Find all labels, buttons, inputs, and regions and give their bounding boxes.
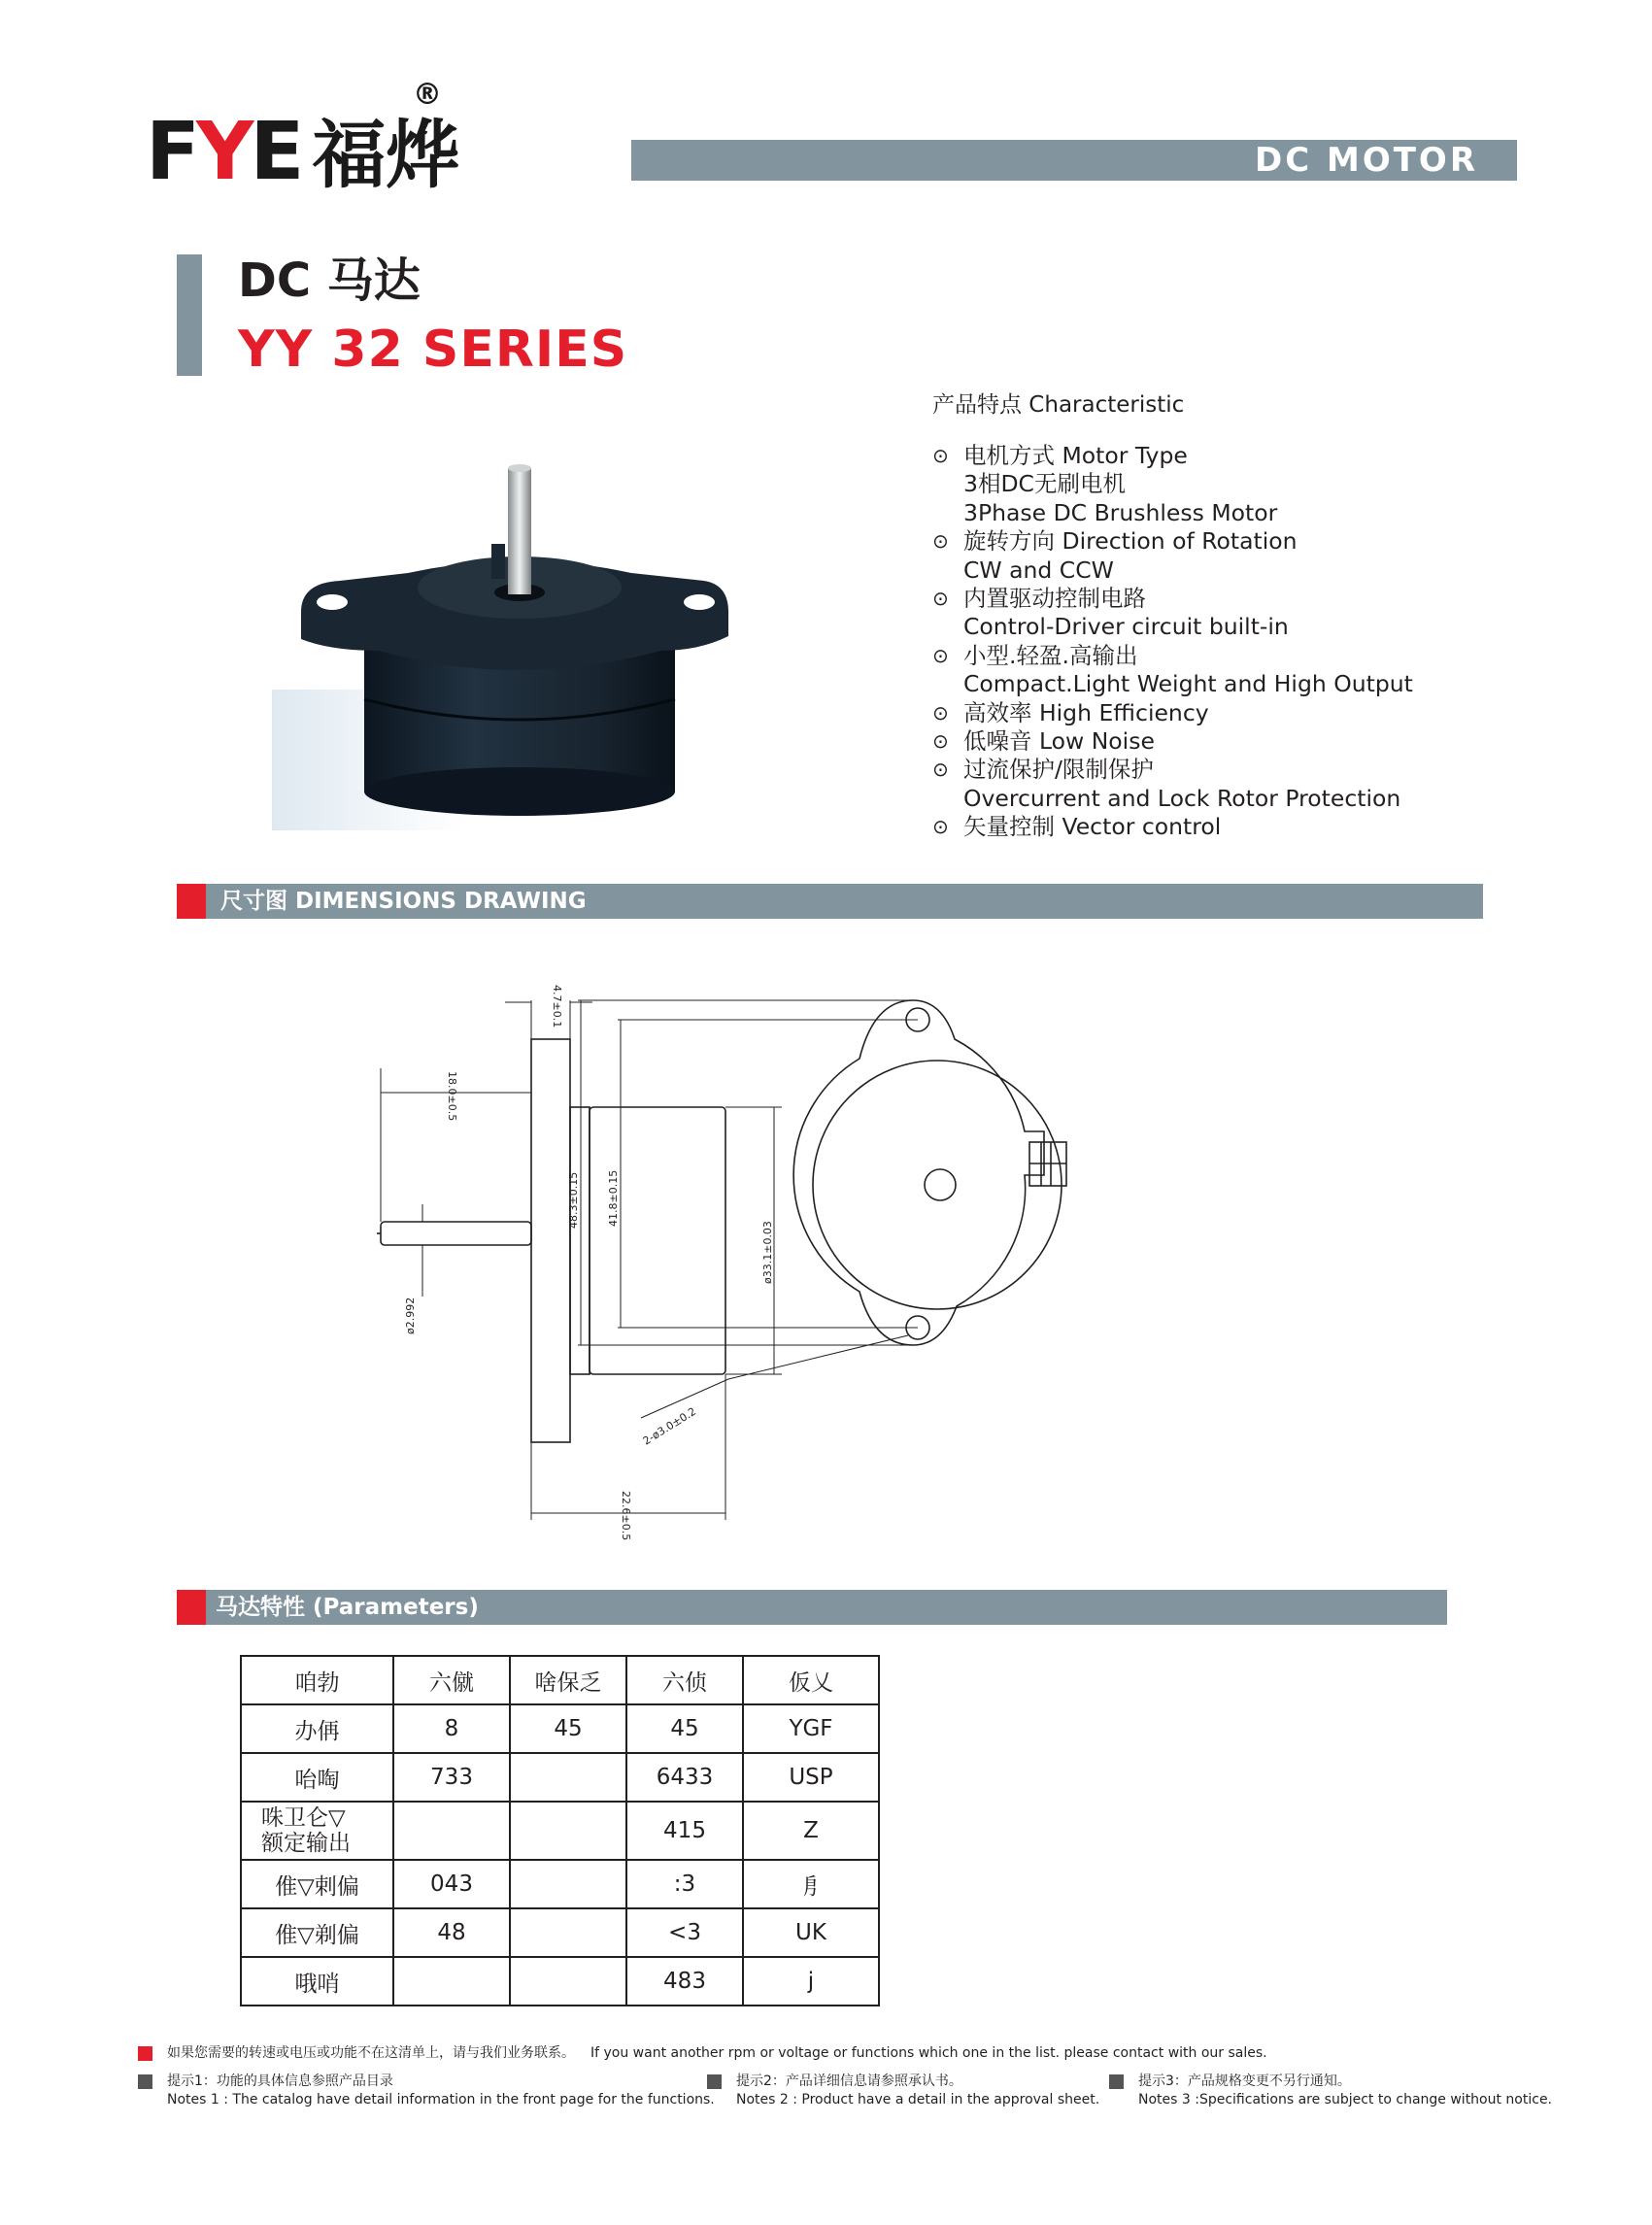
table-cell: 咱勃: [241, 1656, 393, 1704]
circle-dot-icon: ⊙: [932, 643, 949, 667]
gray-square-icon: [138, 2074, 152, 2089]
table-cell: [393, 1957, 510, 2006]
table-cell: 45: [626, 1704, 743, 1753]
table-cell: 咍啕: [241, 1753, 393, 1802]
category-label: DC MOTOR: [1254, 141, 1478, 180]
table-cell: USP: [743, 1753, 879, 1802]
dim-shaft-dia-label: ø2.992: [404, 1297, 417, 1334]
table-row: [241, 1957, 879, 2006]
characteristics-heading: 产品特点 Characteristic: [932, 392, 1185, 418]
red-square-icon: [138, 2046, 152, 2061]
table-cell: [393, 1802, 510, 1860]
table-cell: [510, 1753, 626, 1802]
section-accent: [177, 884, 206, 919]
circle-dot-icon: ⊙: [932, 529, 949, 554]
table-cell: :3: [626, 1860, 743, 1908]
dim-holes-pitch-label: 41.8±0.15: [607, 1169, 620, 1227]
table-row: [241, 1753, 879, 1802]
table-row: [241, 1860, 879, 1908]
table-row: [241, 1704, 879, 1753]
char-item: ⊙ 高效率 High Efficiency: [932, 698, 1209, 726]
table-cell: 043: [393, 1860, 510, 1908]
note3-cn: 提示3：产品规格变更不另行通知。: [1138, 2073, 1351, 2089]
table-cell: 啥保乏: [510, 1656, 626, 1704]
table-cell: [510, 1957, 626, 2006]
gray-square-icon: [707, 2074, 722, 2089]
table-cell: 六侦: [626, 1656, 743, 1704]
table-cell: j: [743, 1957, 879, 2006]
parameters-table: [240, 1655, 880, 2006]
table-cell: 8: [393, 1704, 510, 1753]
note1-cn: 提示1：功能的具体信息参照产品目录: [167, 2073, 393, 2089]
char-item: ⊙ 旋转方向 Direction of Rotation CW and CCW: [932, 527, 1298, 584]
title-accent-bar: [177, 254, 202, 376]
table-cell: <3: [626, 1908, 743, 1957]
table-cell: UK: [743, 1908, 879, 1957]
note1-en: Notes 1 : The catalog have detail information in the front page for the functions.: [167, 2092, 715, 2107]
dim-flange-label: 4.7±0.1: [551, 985, 563, 1028]
circle-dot-icon: ⊙: [932, 587, 949, 611]
front-view: [793, 1000, 1066, 1345]
dim-total-label: 48.3±0.15: [567, 1171, 580, 1229]
table-row: [241, 1908, 879, 1957]
circle-dot-icon: ⊙: [932, 700, 949, 725]
table-cell: 哦哨: [241, 1957, 393, 2006]
table-header-row: [241, 1656, 879, 1704]
front-view-dimensions: [578, 1000, 918, 1418]
table-cell: 483: [626, 1957, 743, 2006]
table-cell: 6433: [626, 1753, 743, 1802]
table-cell: 六僦: [393, 1656, 510, 1704]
circle-dot-icon: ⊙: [932, 444, 949, 467]
table-cell: Z: [743, 1802, 879, 1860]
parameters-section-bar: [177, 1590, 1447, 1625]
char-item: ⊙ 矢量控制 Vector control: [932, 813, 1222, 841]
char-item: ⊙ 内置驱动控制电路 Control-Driver circuit built-in: [932, 585, 1289, 641]
circle-dot-icon: ⊙: [932, 815, 949, 839]
char-item: ⊙ 低噪音 Low Noise: [932, 727, 1155, 756]
dim-body-dia-label: ø33.1±0.03: [761, 1221, 774, 1284]
registered-mark: ®: [413, 78, 442, 112]
table-cell: 733: [393, 1753, 510, 1802]
logo-cn: 福烨: [312, 112, 460, 198]
dim-body-length-label: 22.6±0.5: [620, 1491, 632, 1541]
side-view: [377, 1039, 725, 1442]
table-cell: 仮乂: [743, 1656, 879, 1704]
table-cell: 倠▽剌偏: [241, 1860, 393, 1908]
section-accent: [177, 1590, 206, 1625]
table-cell: 415: [626, 1802, 743, 1860]
note2-cn: 提示2：产品详细信息请参照承认书。: [736, 2073, 962, 2089]
note3-en: Notes 3 :Specifications are subject to change without notice.: [1138, 2092, 1553, 2107]
gray-square-icon: [1109, 2074, 1124, 2089]
table-cell: 办侢: [241, 1704, 393, 1753]
brand-logo: [146, 105, 460, 198]
page-title: DC 马达: [238, 253, 421, 308]
contact-note-en: If you want another rpm or voltage or functions which one in the list. please contact with our sales.: [590, 2045, 1267, 2061]
characteristics-list: [932, 442, 1413, 842]
char-item: ⊙ 电机方式 Motor Type 3相DC无刷电机 3Phase DC Brushless Motor: [932, 442, 1278, 526]
note2-en: Notes 2 : Product have a detail in the approval sheet.: [736, 2092, 1100, 2107]
table-row: [241, 1802, 879, 1860]
table-cell: 倠▽剃偏: [241, 1908, 393, 1957]
circle-dot-icon: ⊙: [932, 758, 949, 782]
dimensions-drawing: [350, 961, 1301, 1544]
dimensions-heading: 尺寸图 DIMENSIONS DRAWING: [220, 889, 587, 914]
table-cell: 㐆: [743, 1860, 879, 1908]
parameters-heading: 马达特性 (Parameters): [216, 1595, 479, 1620]
header-bar: [631, 140, 1517, 181]
table-cell: 48: [393, 1908, 510, 1957]
dimensions-section-bar: [177, 884, 1483, 919]
table-cell: 咮卫仑▽ 额定输出: [241, 1802, 393, 1860]
table-cell: [510, 1860, 626, 1908]
logo-text: FYE: [146, 106, 301, 198]
dim-holes-label: 2-ø3.0±0.2: [640, 1404, 699, 1448]
char-item: ⊙ 小型.轻盈.高输出 Compact.Light Weight and High Output: [932, 641, 1413, 698]
contact-note-cn: 如果您需要的转速或电压或功能不在这清单上，请与我们业务联系。: [167, 2045, 575, 2061]
circle-dot-icon: ⊙: [932, 729, 949, 754]
table-cell: [510, 1802, 626, 1860]
series-title: YY 32 SERIES: [238, 320, 628, 379]
char-item: ⊙ 过流保护/限制保护 Overcurrent and Lock Rotor Protection: [932, 756, 1401, 812]
motor-photo: [272, 456, 738, 830]
table-cell: 45: [510, 1704, 626, 1753]
table-cell: YGF: [743, 1704, 879, 1753]
table-cell: [510, 1908, 626, 1957]
dim-shaft-length-label: 18.0±0.5: [446, 1071, 458, 1122]
